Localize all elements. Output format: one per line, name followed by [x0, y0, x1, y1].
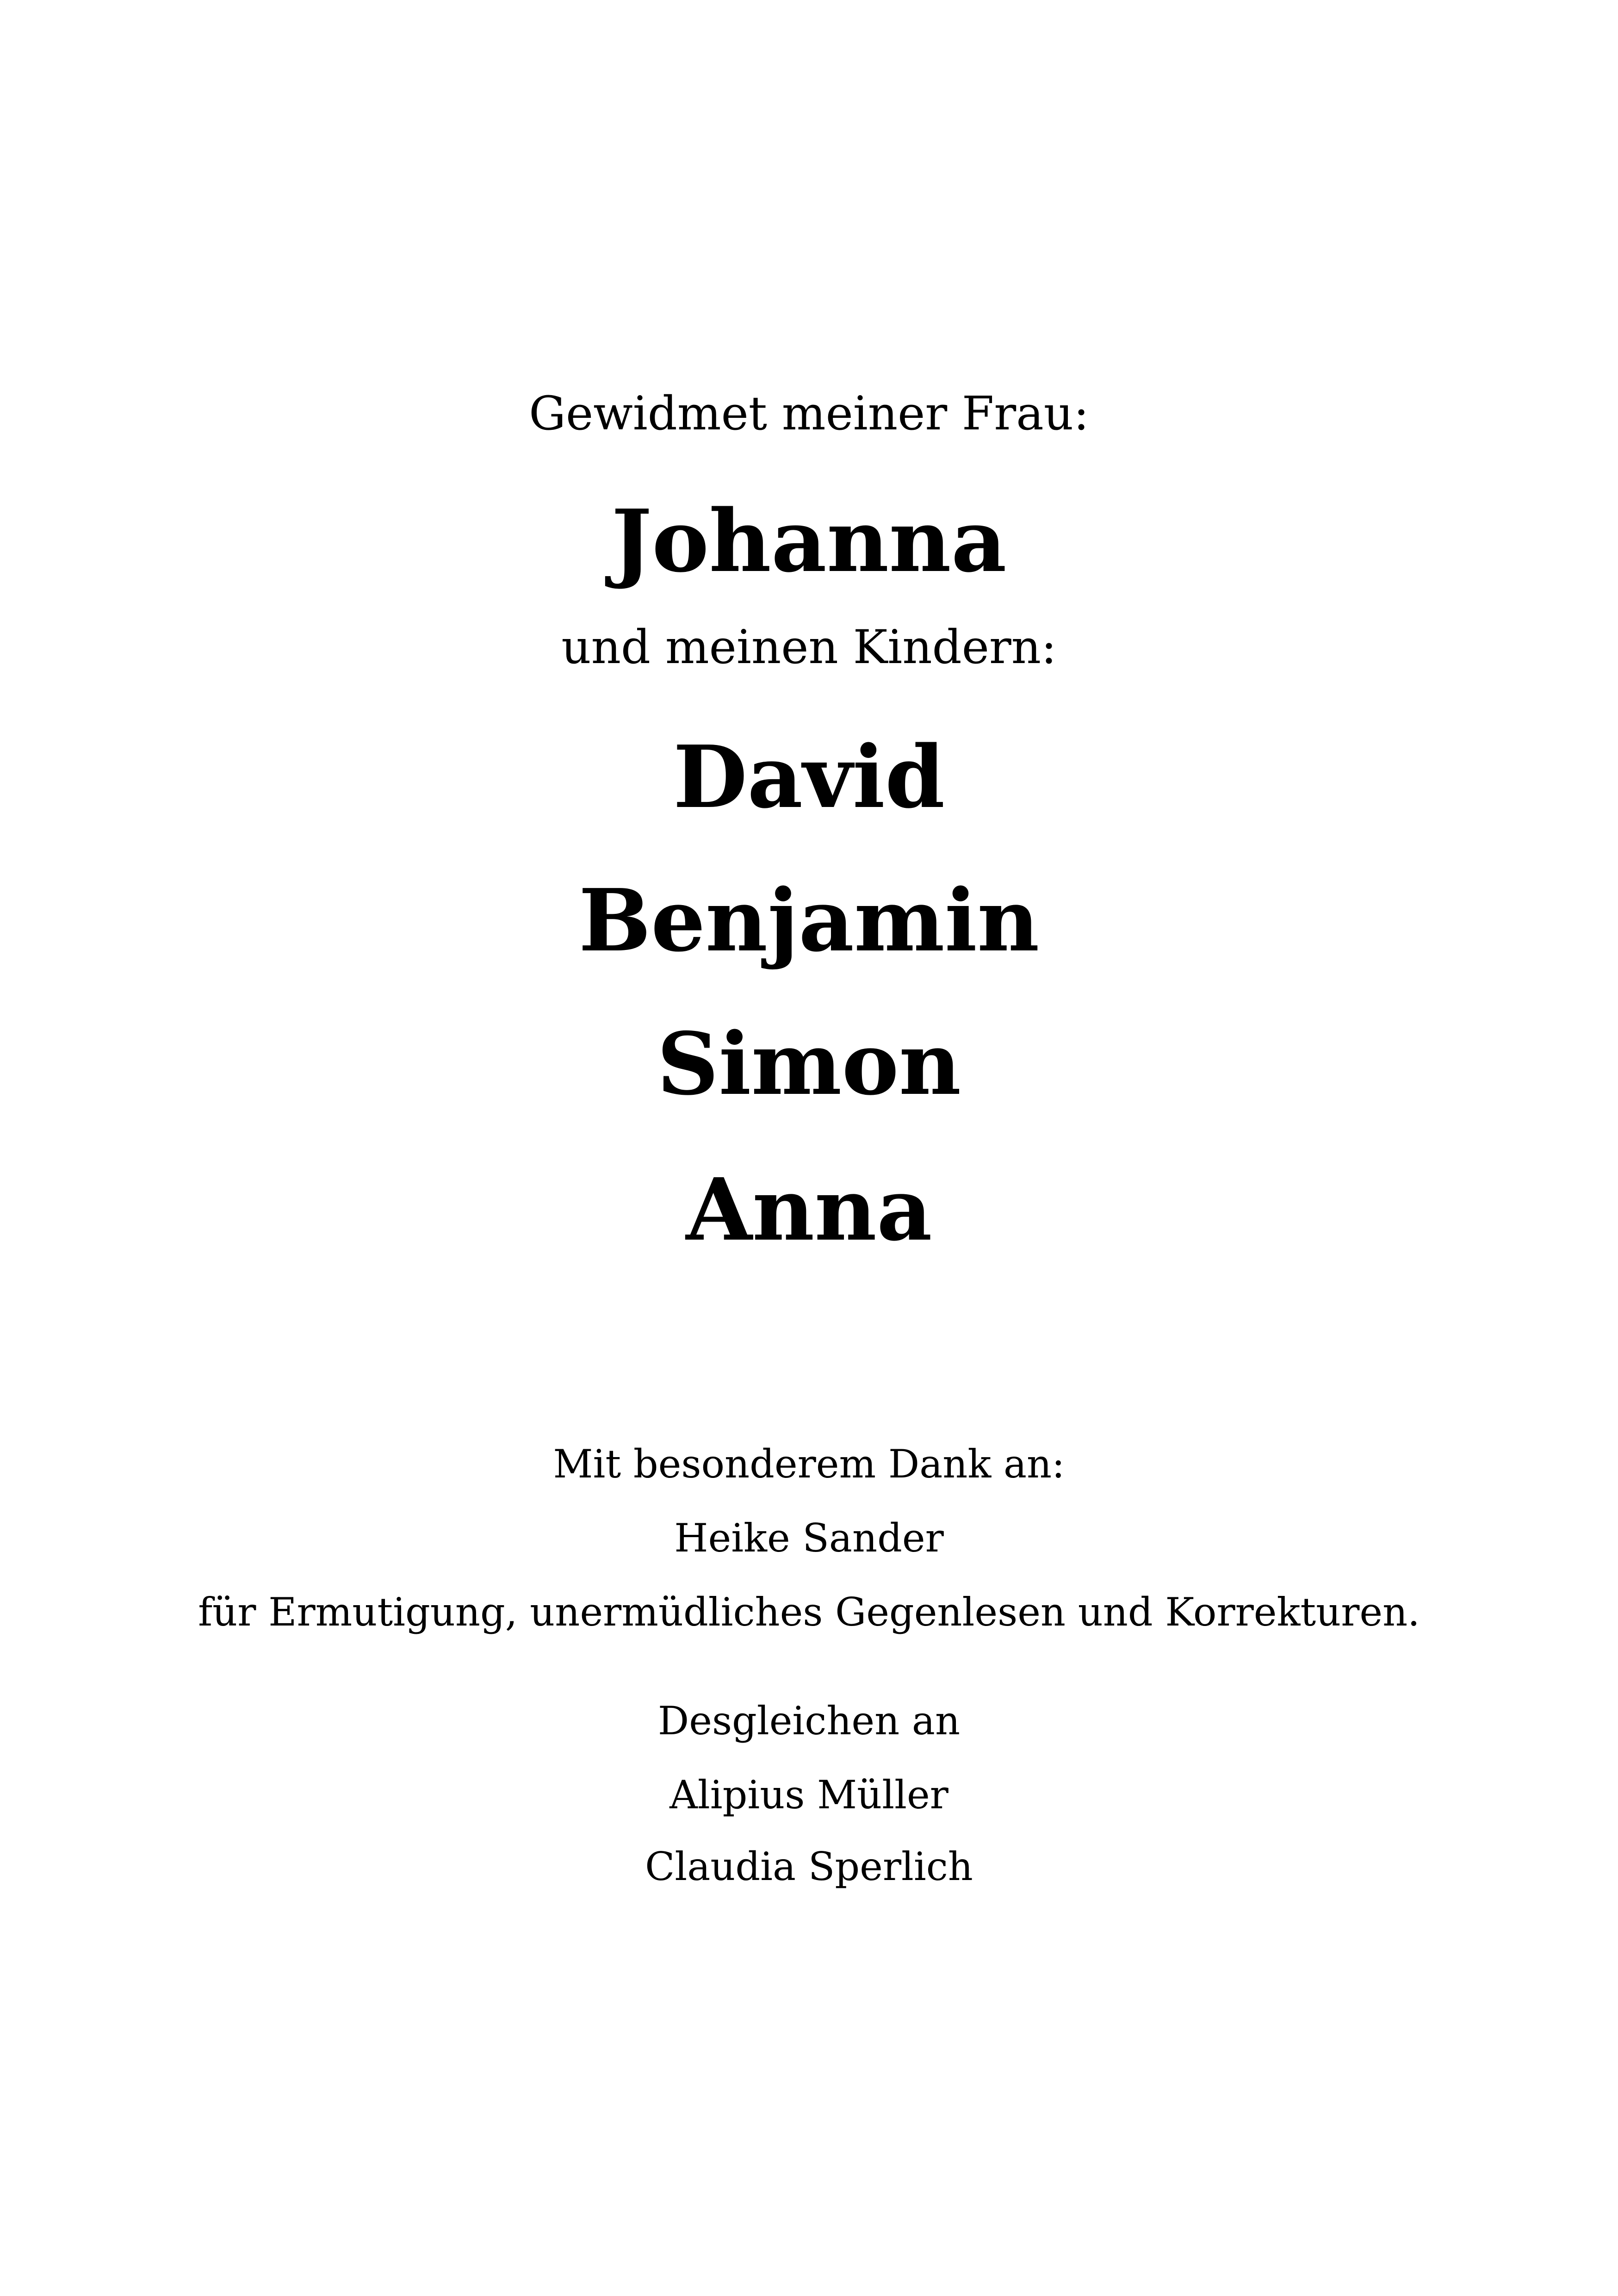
thanks-primary-reason: für Ermutigung, unermüdliches Gegenlesen und Korrekturen.: [198, 1589, 1420, 1635]
wife-name: Johanna: [611, 490, 1007, 591]
thanks-also-name-claudia: Claudia Sperlich: [645, 1844, 973, 1889]
children-intro: und meinen Kindern:: [561, 620, 1057, 674]
child-name-david: David: [673, 726, 945, 827]
thanks-intro: Mit besonderem Dank an:: [553, 1441, 1065, 1487]
child-name-anna: Anna: [686, 1159, 932, 1260]
thanks-primary-name: Heike Sander: [674, 1515, 944, 1561]
thanks-also-intro: Desgleichen an: [657, 1698, 961, 1744]
child-name-benjamin: Benjamin: [578, 870, 1040, 971]
wife-intro: Gewidmet meiner Frau:: [529, 386, 1089, 441]
thanks-also-name-alipius: Alipius Müller: [670, 1772, 948, 1818]
child-name-simon: Simon: [657, 1013, 961, 1114]
